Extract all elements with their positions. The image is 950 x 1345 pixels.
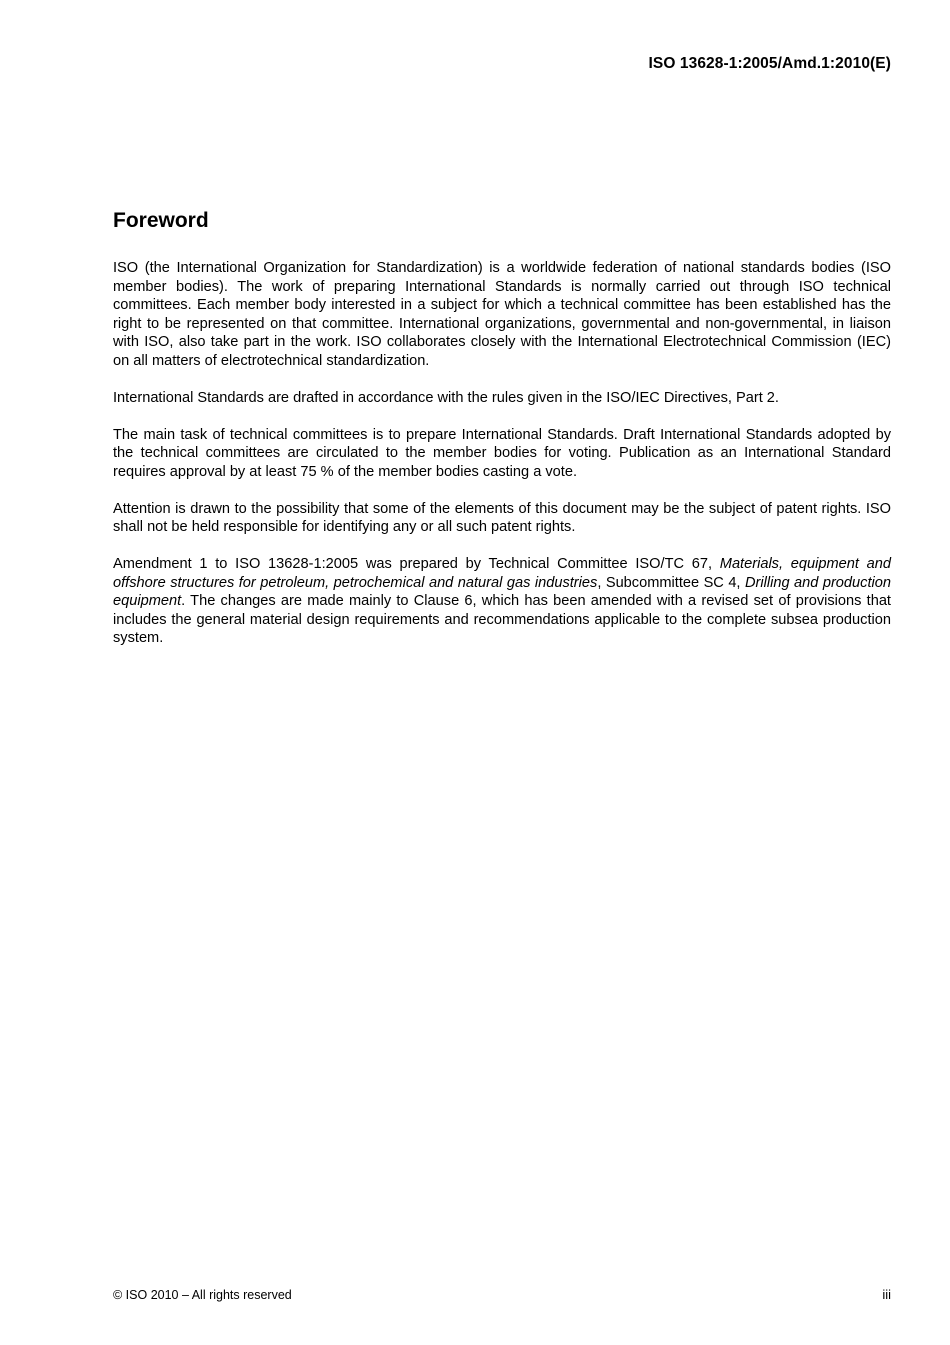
copyright-notice: © ISO 2010 – All rights reserved [113, 1288, 292, 1302]
paragraph-committee-task: The main task of technical committees is to prepare International Standards. Draft International Standards adopted by the technical committees are circulated to the member bodies for voting. Publication as an International Standard requires approval by at least 75 % of the member bodies casting a vote. [113, 426, 891, 480]
page-title: Foreword [113, 209, 209, 232]
subcommittee-title: Drilling and production equipment [113, 574, 891, 609]
amendment-text-part1: Amendment 1 to ISO 13628-1:2005 was prepared by Technical Committee ISO/TC 67, [113, 556, 720, 572]
document-reference: ISO 13628-1:2005/Amd.1:2010(E) [648, 55, 891, 72]
committee-title: Materials, equipment and offshore structures for petroleum, petrochemical and natural gas industries [113, 556, 891, 591]
paragraph-directives: International Standards are drafted in accordance with the rules given in the ISO/IEC Directives, Part 2. [113, 389, 779, 406]
page-number: iii [882, 1287, 891, 1302]
paragraph-patent-rights: Attention is drawn to the possibility that some of the elements of this document may be the subject of patent rights. ISO shall not be held responsible for identifying any or all such patent rights. [113, 500, 891, 535]
foreword-body [113, 259, 891, 666]
amendment-text-part2: , Subcommittee SC 4, [597, 574, 745, 591]
paragraph-amendment [113, 555, 891, 648]
amendment-text-part3: . The changes are made mainly to Clause 6, which has been amended with a revised set of provisions that includes the general material design requirements and recommendations applicable to the complete subsea production system. [113, 593, 891, 646]
paragraph-iso-federation: ISO (the International Organization for Standardization) is a worldwide federation of national standards bodies (ISO member bodies). The work of preparing International Standards is normally carried out through ISO technical committees. Each member body interested in a subject for which a technical committee has been established has the right to be represented on that committee. International organizations, governmental and non-governmental, in liaison with ISO, also take part in the work. ISO collaborates closely with the International Electrotechnical Commission (IEC) on all matters of electrotechnical standardization. [113, 260, 891, 369]
